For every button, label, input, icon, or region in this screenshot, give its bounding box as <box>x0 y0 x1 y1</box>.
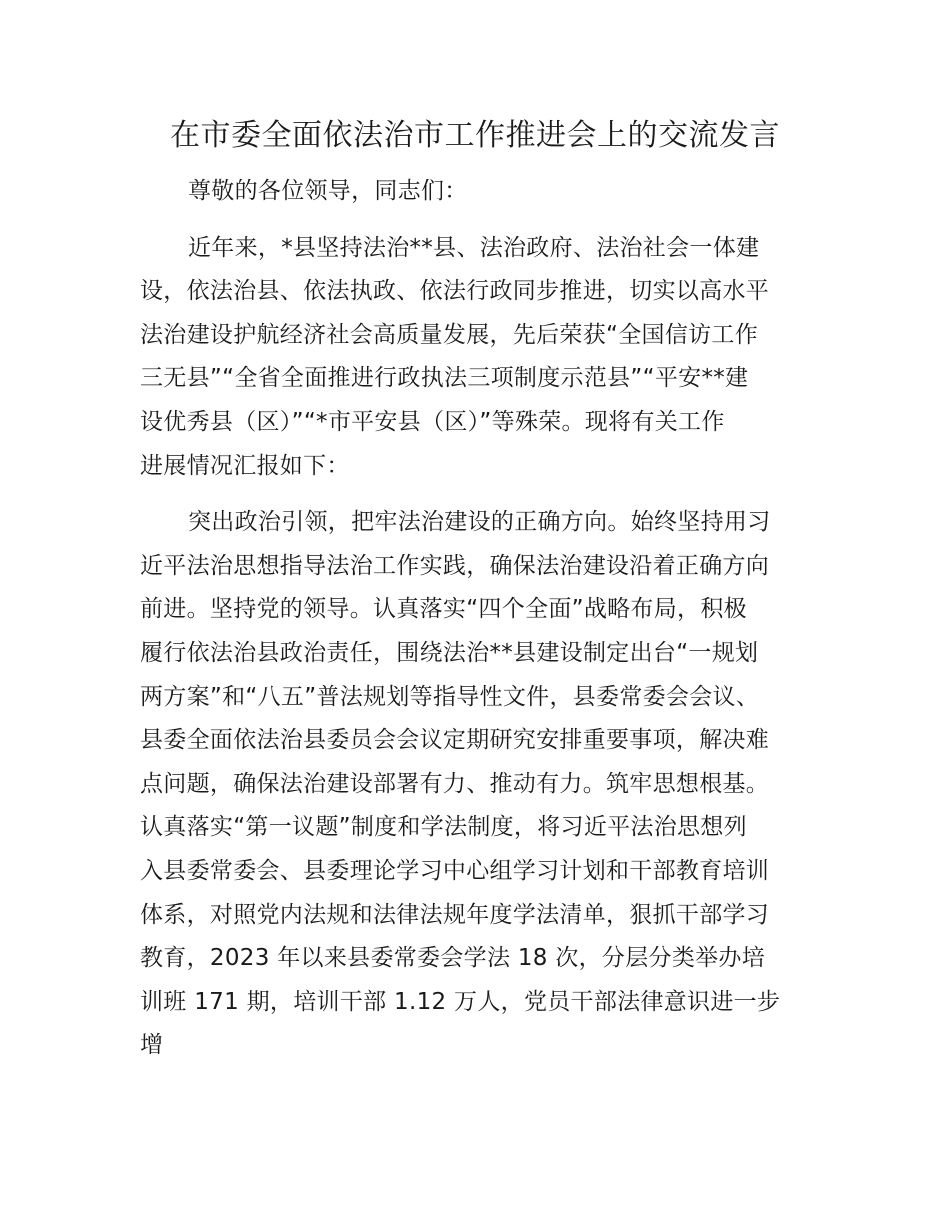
paragraph-line: 训班 171 期，培训干部 1.12 万人，党员干部法律意识进一步 <box>140 988 781 1015</box>
paragraph-line: 设，依法治县、依法执政、依法行政同步推进，切实以高水平 <box>140 278 770 305</box>
paragraph-line: 履行依法治县政治责任，围绕法治**县建设制定出台“一规划 <box>140 639 759 666</box>
paragraph-line: 突出政治引领，把牢法治建设的正确方向。始终坚持用习 <box>188 509 771 536</box>
paragraph-line: 点问题，确保法治建设部署有力、推动有力。筑牢思想根基。 <box>140 770 770 797</box>
paragraph-line: 入县委常委会、县委理论学习中心组学习计划和干部教育培训 <box>140 857 770 884</box>
salutation: 尊敬的各位领导，同志们： <box>188 178 468 204</box>
paragraph-line: 教育，2023 年以来县委常委会学法 18 次，分层分类举办培 <box>140 945 766 972</box>
paragraph-line: 县委全面依法治县委员会会议定期研究安排重要事项，解决难 <box>140 727 770 754</box>
paragraph-line: 近年来，*县坚持法治**县、法治政府、法治社会一体建 <box>188 234 760 261</box>
paragraph-line: 三无县”“全省全面推进行政执法三项制度示范县”“平安**建 <box>140 365 749 392</box>
paragraph-line: 体系，对照党内法规和法律法规年度学法清单，狠抓干部学习 <box>140 901 770 928</box>
paragraph-line: 认真落实“第一议题”制度和学法制度，将习近平法治思想列 <box>140 814 747 841</box>
paragraph-line: 增 <box>140 1032 164 1059</box>
paragraph-line: 前进。坚持党的领导。认真落实“四个全面”战略布局，积极 <box>140 596 747 623</box>
paragraph-line: 法治建设护航经济社会高质量发展，先后荣获“全国信访工作 <box>140 321 759 348</box>
paragraph-line: 近平法治思想指导法治工作实践，确保法治建设沿着正确方向 <box>140 552 770 579</box>
paragraph-political-leadership <box>140 501 810 1068</box>
paragraph-line: 设优秀县（区）”“*市平安县（区）”等殊荣。现将有关工作 <box>140 408 725 435</box>
document-title: 在市委全面依法治市工作推进会上的交流发言 <box>170 118 780 153</box>
paragraph-intro <box>140 227 810 489</box>
paragraph-line: 两方案”和“八五”普法规划等指导性文件，县委常委会会议、 <box>140 683 760 710</box>
document-body <box>140 170 810 1068</box>
paragraph-line: 进展情况汇报如下： <box>140 452 350 479</box>
